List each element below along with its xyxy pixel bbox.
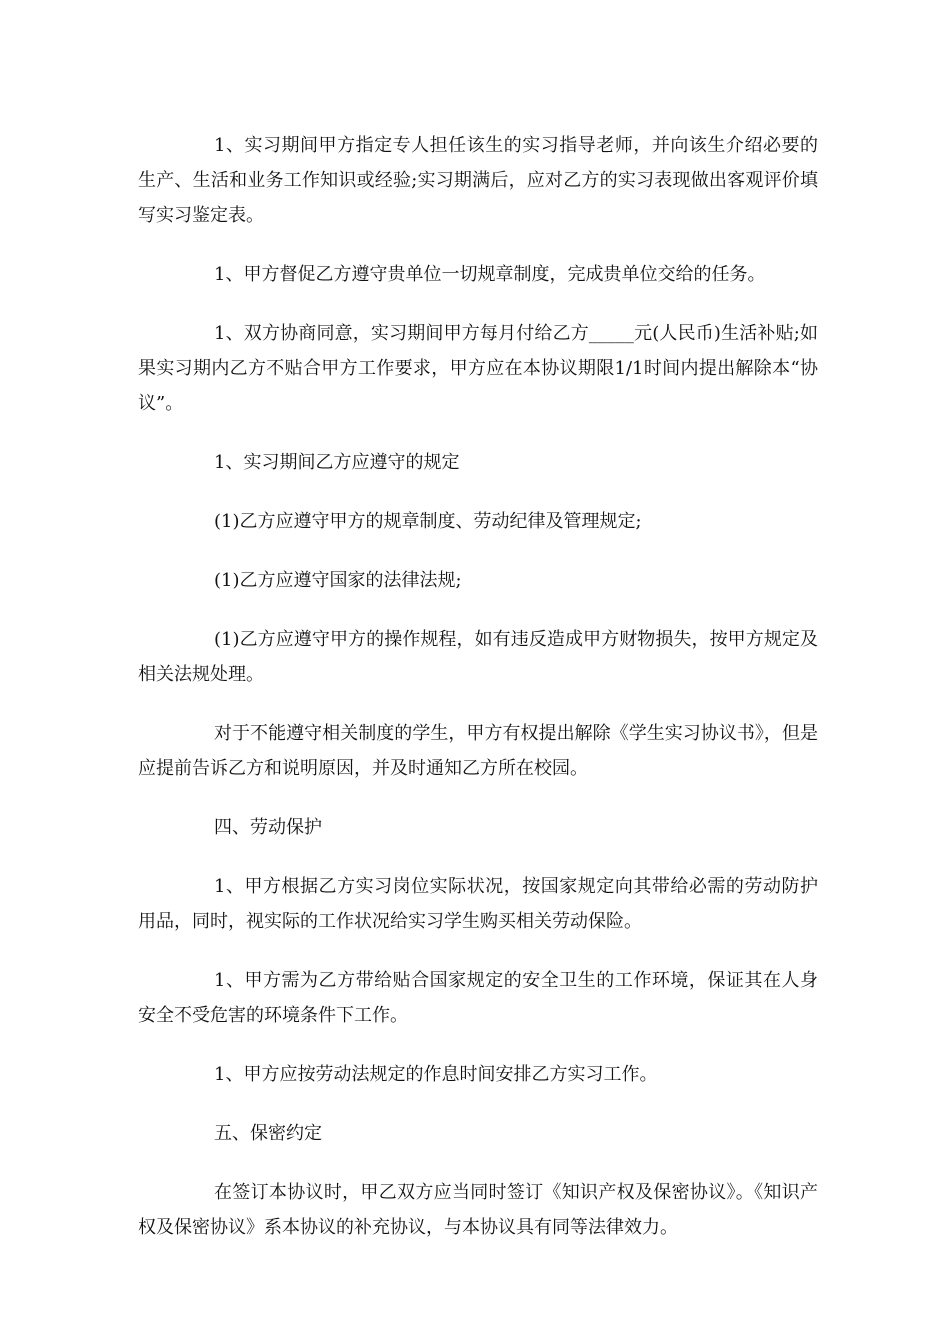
paragraph: 1、甲方需为乙方带给贴合国家规定的安全卫生的工作环境，保证其在人身安全不受危害的环境条件下工作。 [138,970,818,1026]
document-body [138,128,818,1269]
paragraph: (1)乙方应遵守国家的法律法规; [214,570,462,591]
paragraph: 对于不能遵守相关制度的学生，甲方有权提出解除《学生实习协议书》，但是应提前告诉乙方和说明原因，并及时通知乙方所在校园。 [138,723,818,779]
paragraph: 1、甲方应按劳动法规定的作息时间安排乙方实习工作。 [214,1064,658,1085]
paragraph: 1、双方协商同意，实习期间甲方每月付给乙方_____元(人民币)生活补贴;如果实习期内乙方不贴合甲方工作要求，甲方应在本协议期限1/1时间内提出解除本“协议”。 [138,323,818,414]
section-heading: 四、劳动保护 [214,817,322,838]
paragraph: 1、实习期间乙方应遵守的规定 [214,452,460,473]
section-heading: 五、保密约定 [214,1123,322,1144]
paragraph: 1、甲方督促乙方遵守贵单位一切规章制度，完成贵单位交给的任务。 [214,264,766,285]
paragraph: (1)乙方应遵守甲方的规章制度、劳动纪律及管理规定; [214,511,642,532]
paragraph: (1)乙方应遵守甲方的操作规程，如有违反造成甲方财物损失，按甲方规定及相关法规处理。 [138,629,818,685]
paragraph: 在签订本协议时，甲乙双方应当同时签订《知识产权及保密协议》。《知识产权及保密协议》系本协议的补充协议，与本协议具有同等法律效力。 [138,1182,818,1238]
paragraph: 1、实习期间甲方指定专人担任该生的实习指导老师，并向该生介绍必要的生产、生活和业务工作知识或经验;实习期满后，应对乙方的实习表现做出客观评价填写实习鉴定表。 [138,135,818,226]
paragraph: 1、甲方根据乙方实习岗位实际状况，按国家规定向其带给必需的劳动防护用品，同时，视实际的工作状况给实习学生购买相关劳动保险。 [138,876,818,932]
